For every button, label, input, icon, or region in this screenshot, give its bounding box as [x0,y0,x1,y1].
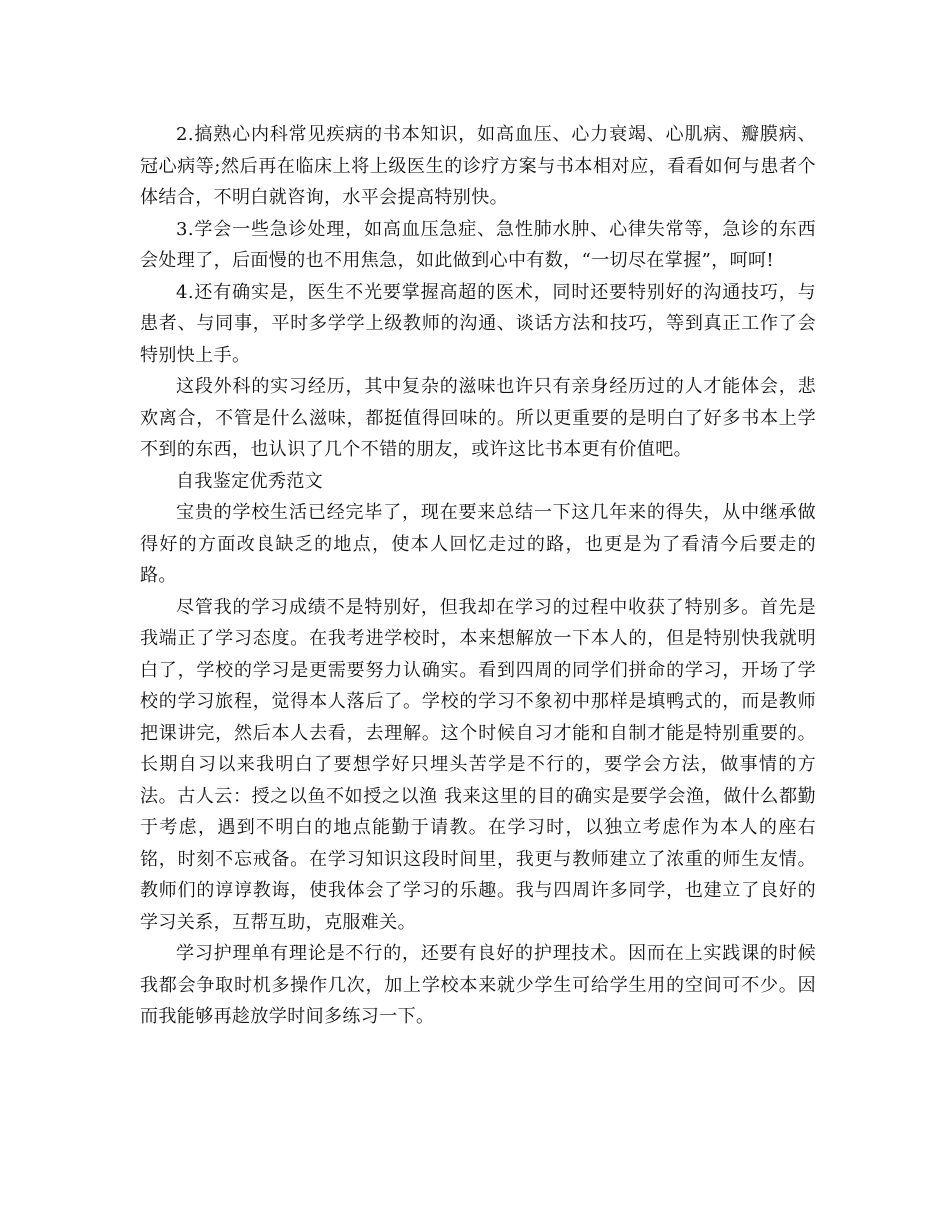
paragraph-surgery-internship: 这段外科的实习经历，其中复杂的滋味也许只有亲身经历过的人才能体会，悲欢离合，不管是什么滋味，都挺值得回味的。所以更重要的是明白了好多书本上学不到的东西，也认识了几个不错的朋友，或许这比书本更有价值吧。 [140,376,816,460]
paragraph-emergency-handling: 3.学会一些急诊处理，如高血压急症、急性肺水肿、心律失常等，急诊的东西会处理了，后面慢的也不用焦急，如此做到心中有数，“一切尽在掌握”，呵呵! [140,218,816,271]
paragraph-school-life-summary: 宝贵的学校生活已经完毕了，现在要来总结一下这几年来的得失，从中继承做得好的方面改良缺乏的地点，使本人回忆走过的路，也更是为了看清今后要走的路。 [140,502,816,586]
paragraph-nursing-practice: 学习护理单有理论是不行的，还要有良好的护理技术。因而在上实践课的时候我都会争取时机多操作几次，加上学校本来就少学生可给学生用的空间可不少。因而我能够再趁放学时间多练习一下。 [140,943,816,1027]
document-body [140,119,816,1033]
section-heading: 自我鉴定优秀范文 [176,470,324,492]
paragraph-cardiology-knowledge: 2.搞熟心内科常见疾病的书本知识，如高血压、心力衰竭、心肌病、瓣膜病、冠心病等;然后再在临床上将上级医生的诊疗方案与书本相对应，看看如何与患者个体结合，不明白就咨询，水平会提高特别快。 [140,124,816,208]
paragraph-study-attitude: 尽管我的学习成绩不是特别好，但我却在学习的过程中收获了特别多。首先是我端正了学习态度。在我考进学校时，本来想解放一下本人的，但是特别快我就明白了，学校的学习是更需要努力认确实。看到四周的同学们拼命的学习，开场了学校的学习旅程，觉得本人落后了。学校的学习不象初中那样是填鸭式的，而是教师把课讲完，然后本人去看，去理解。这个时候自习才能和自制才能是特别重要的。长期自习以来我明白了要想学好只埋头苦学是不行的，要学会方法，做事情的方法。古人云：授之以鱼不如授之以渔 我来这里的目的确实是要学会渔，做什么都勤于考虑，遇到不明白的地点能勤于请教。在学习时，以独立考虑作为本人的座右铭，时刻不忘戒备。在学习知识这段时间里，我更与教师建立了浓重的师生友情。教师们的谆谆教诲，使我体会了学习的乐趣。我与四周许多同学，也建立了良好的学习关系，互帮互助，克服难关。 [140,596,816,933]
paragraph-communication-skills: 4.还有确实是，医生不光要掌握高超的医术，同时还要特别好的沟通技巧，与患者、与同事，平时多学学上级教师的沟通、谈话方法和技巧，等到真正工作了会特别快上手。 [140,281,816,366]
